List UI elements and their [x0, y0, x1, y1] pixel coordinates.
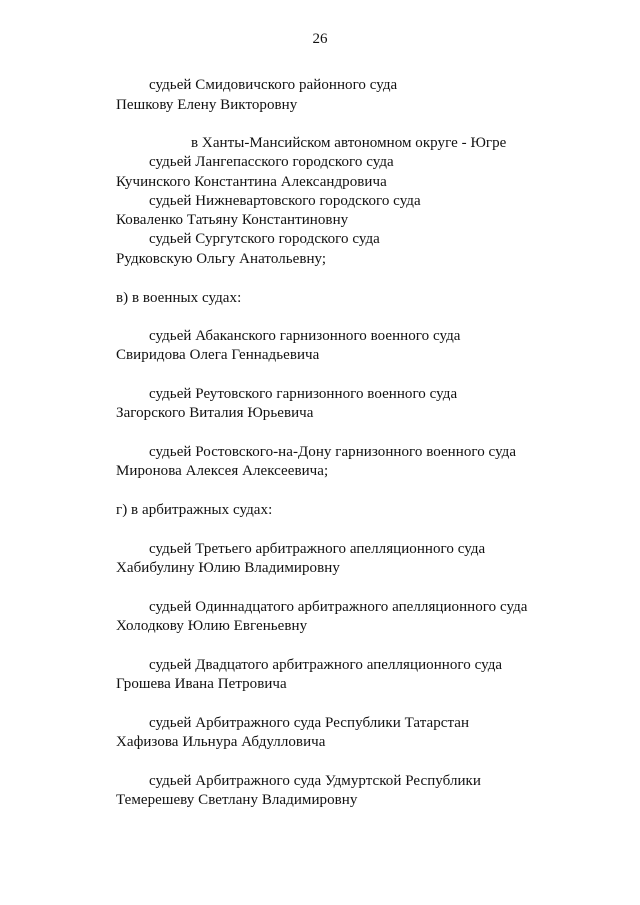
- tatarstan-role: судьей Арбитражного суда Республики Татарстан: [149, 715, 470, 731]
- udmurtia-role: судьей Арбитражного суда Удмуртской Республики: [149, 773, 481, 789]
- surgut-role: судьей Сургутского городского суда: [149, 231, 380, 247]
- tatarstan-name: Хафизова Ильнура Абдулловича: [116, 734, 326, 750]
- eleventh-appeal-name: Холодкову Юлию Евгеньевну: [116, 618, 308, 634]
- smidovich-name: Пешкову Елену Викторовну: [116, 97, 298, 113]
- third-appeal-name: Хабибулину Юлию Владимировну: [116, 560, 340, 576]
- nizhnevartovsk-name: Коваленко Татьяну Константиновну: [116, 212, 349, 228]
- military-heading: в) в военных судах:: [116, 290, 242, 306]
- rostov-role: судьей Ростовского-на-Дону гарнизонного военного суда: [149, 444, 517, 460]
- twentieth-appeal-name: Грошева Ивана Петровича: [116, 676, 287, 692]
- reutov-role: судьей Реутовского гарнизонного военного суда: [149, 386, 458, 402]
- smidovich-role: судьей Смидовичского районного суда: [149, 77, 398, 93]
- reutov-name: Загорского Виталия Юрьевича: [116, 405, 314, 421]
- langepas-name: Кучинского Константина Александровича: [116, 174, 387, 190]
- page-number: 26: [312, 31, 328, 47]
- arbitration-heading: г) в арбитражных судах:: [116, 502, 273, 518]
- langepas-role: судьей Лангепасского городского суда: [149, 154, 394, 170]
- eleventh-appeal-role: судьей Одиннадцатого арбитражного апелляционного суда: [149, 599, 528, 615]
- third-appeal-role: судьей Третьего арбитражного апелляционного суда: [149, 541, 486, 557]
- nizhnevartovsk-role: судьей Нижневартовского городского суда: [149, 193, 421, 209]
- abakan-role: судьей Абаканского гарнизонного военного суда: [149, 328, 461, 344]
- twentieth-appeal-role: судьей Двадцатого арбитражного апелляционного суда: [149, 657, 503, 673]
- udmurtia-name: Темерешеву Светлану Владимировну: [116, 792, 358, 808]
- khmao-region: в Ханты-Мансийском автономном округе - Югре: [191, 135, 507, 151]
- surgut-name: Рудковскую Ольгу Анатольевну;: [116, 251, 327, 267]
- rostov-name: Миронова Алексея Алексеевича;: [116, 463, 329, 479]
- abakan-name: Свиридова Олега Геннадьевича: [116, 347, 320, 363]
